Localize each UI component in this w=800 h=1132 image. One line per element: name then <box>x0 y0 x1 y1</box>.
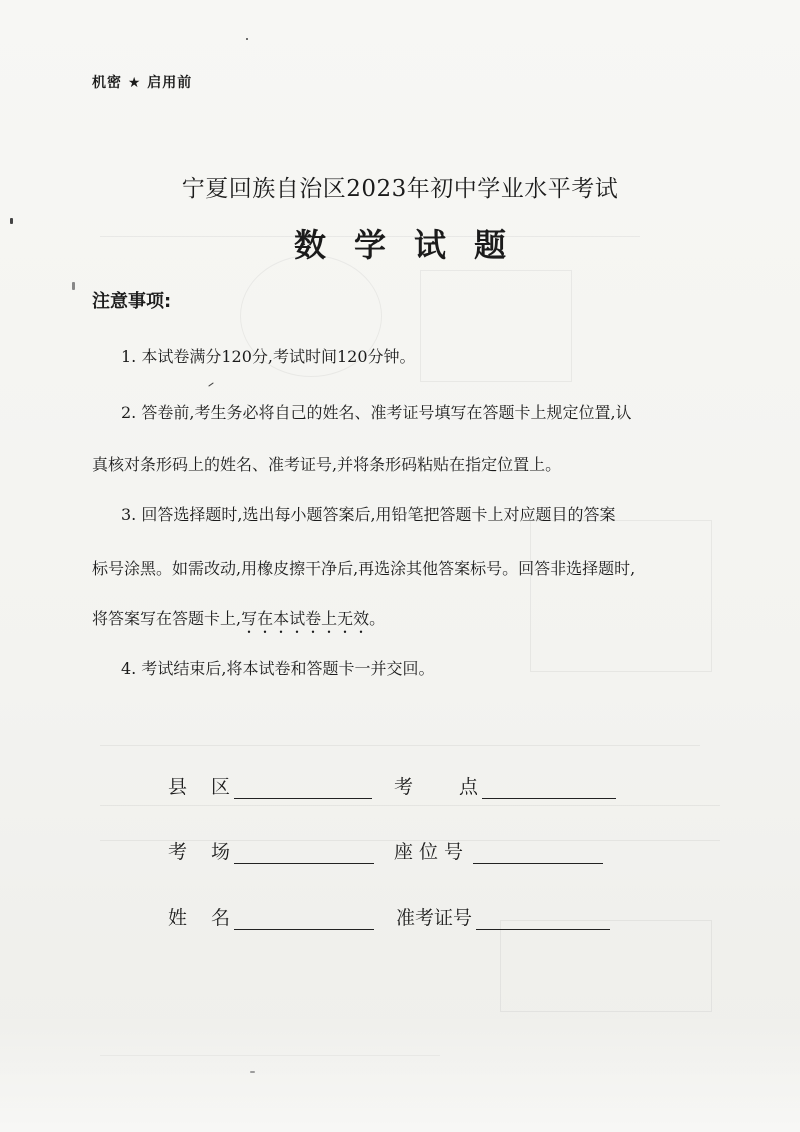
notice-item-2-line-2: 真核对条形码上的姓名、准考证号,并将条形码粘贴在指定位置上。 <box>92 455 562 474</box>
notice-item-1: 1. 本试卷满分120分,考试时间120分钟。 <box>121 347 416 366</box>
county-label: 县 区 <box>168 776 231 798</box>
scan-speck <box>246 38 248 40</box>
admission-field <box>396 903 610 930</box>
seat-blank[interactable] <box>473 847 603 864</box>
scan-speck <box>250 1071 255 1073</box>
name-field <box>168 903 374 930</box>
notice-item-3-line-2: 标号涂黑。如需改动,用橡皮擦干净后,再选涂其他答案标号。回答非选择题时, <box>92 559 636 578</box>
name-blank[interactable] <box>234 913 374 930</box>
admission-blank[interactable] <box>476 913 610 930</box>
county-field <box>168 772 372 799</box>
county-blank[interactable] <box>234 782 372 799</box>
confidential-mark: 机密 ★ 启用前 <box>92 75 193 91</box>
show-through-line <box>100 805 720 806</box>
site-field <box>394 772 616 799</box>
notice-item-3-line-1: 3. 回答选择题时,选出每小题答案后,用铅笔把答题卡上对应题目的答案 <box>121 505 616 524</box>
room-label: 考 场 <box>168 841 231 863</box>
show-through-figure <box>530 520 712 672</box>
name-label: 姓 名 <box>168 907 231 929</box>
exam-subject: 数学试题 <box>293 226 534 264</box>
seat-field <box>394 837 603 864</box>
admission-label: 准考证号 <box>396 907 473 929</box>
site-label: 考 点 <box>394 776 479 798</box>
show-through-line <box>100 1055 440 1056</box>
notice-item-3-line-3-text: 将答案写在答题卡上, <box>92 609 242 628</box>
room-blank[interactable] <box>234 847 374 864</box>
scan-speck <box>72 282 75 290</box>
show-through-figure <box>500 920 712 1012</box>
exam-title: 宁夏回族自治区2023年初中学业水平考试 <box>181 176 619 202</box>
site-blank[interactable] <box>482 782 616 799</box>
scan-speck <box>208 382 213 386</box>
notice-item-3-line-3 <box>92 606 385 637</box>
show-through-figure <box>420 270 572 382</box>
emphasized-warning: 写在本试卷上无效 <box>241 609 370 628</box>
seat-label: 座位号 <box>394 841 470 863</box>
notice-item-4: 4. 考试结束后,将本试卷和答题卡一并交回。 <box>121 659 435 678</box>
notice-heading: 注意事项: <box>92 291 172 312</box>
notice-item-2-line-1: 2. 答卷前,考生务必将自己的姓名、准考证号填写在答题卡上规定位置,认 <box>121 403 632 422</box>
room-field <box>168 837 374 864</box>
show-through-line <box>100 745 700 746</box>
notice-item-3-line-3-end: 。 <box>369 609 386 628</box>
